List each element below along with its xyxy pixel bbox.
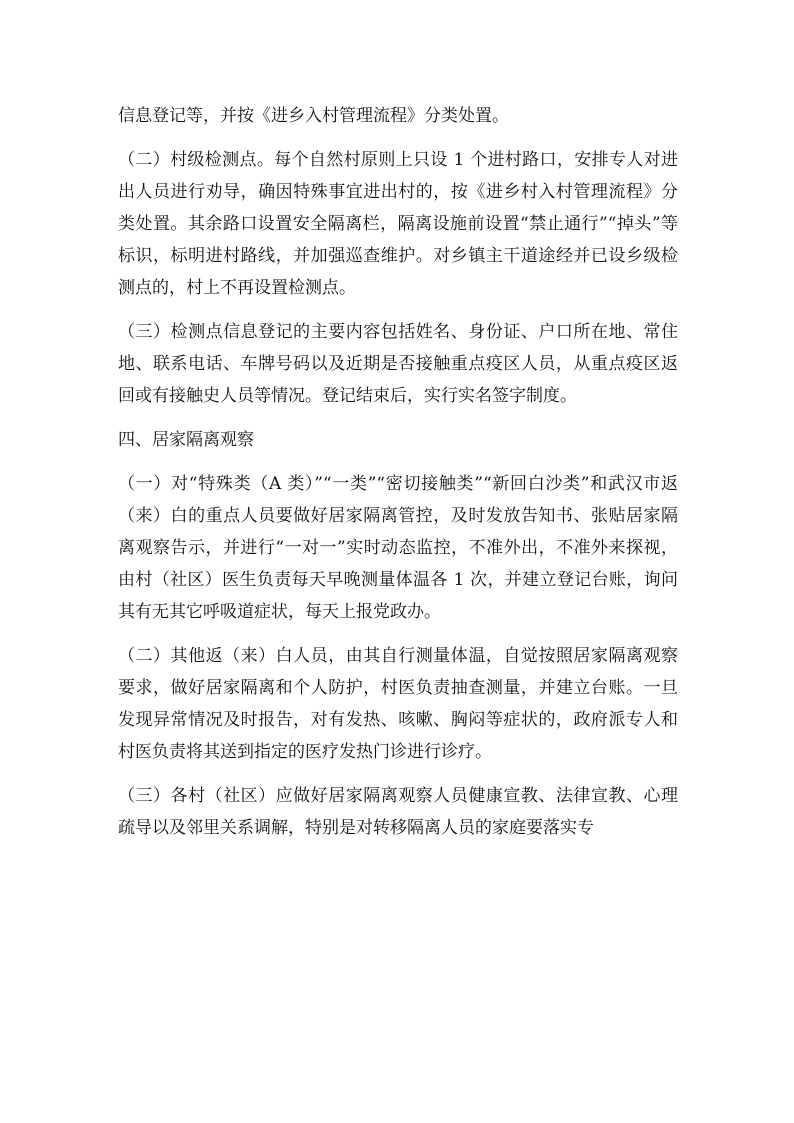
- paragraph-village-checkpoint: （二）村级检测点。每个自然村原则上只设 1 个进村路口，安排专人对进出人员进行劝导，确因特殊事宜进出村的，按《进乡村入村管理流程》分类处置。其余路口设置安全隔离栏，隔离设施前设置“禁止通行”“掉头”等标识，标明进村路线，并加强巡查维护。对乡镇主干道途经并已设乡级检测点的，村上不再设置检测点。: [118, 150, 678, 298]
- document-body: [118, 100, 678, 856]
- paragraph-checkpoint-registration: （三）检测点信息登记的主要内容包括姓名、身份证、户口所在地、常住地、联系电话、车牌号码以及近期是否接触重点疫区人员，从重点疫区返回或有接触史人员等情况。登记结束后，实行实名签字制度。: [118, 322, 678, 406]
- paragraph-continuation: 信息登记等，并按《进乡入村管理流程》分类处置。: [118, 106, 509, 126]
- section-heading-home-isolation: 四、居家隔离观察: [118, 430, 254, 450]
- paragraph-village-education: （三）各村（社区）应做好居家隔离观察人员健康宣教、法律宣教、心理疏导以及邻里关系调解，特别是对转移隔离人员的家庭要落实专: [118, 786, 678, 838]
- paragraph-other-returnees: （二）其他返（来）白人员，由其自行测量体温，自觉按照居家隔离观察要求，做好居家隔离和个人防护，村医负责抽查测量，并建立台账。一旦发现异常情况及时报告，对有发热、咳嗽、胸闷等症状的，政府派专人和村医负责将其送到指定的医疗发热门诊进行诊疗。: [118, 646, 678, 762]
- paragraph-key-personnel-isolation: （一）对“特殊类（A 类）”“一类”“密切接触类”“新回白沙类”和武汉市返（来）白的重点人员要做好居家隔离管控，及时发放告知书、张贴居家隔离观察告示，并进行“一对一”实时动态监控，不准外出，不准外来探视，由村（社区）医生负责每天早晚测量体温各 1 次，并建立登记台账，询问其有无其它呼吸道症状，每天上报党政办。: [118, 474, 678, 622]
